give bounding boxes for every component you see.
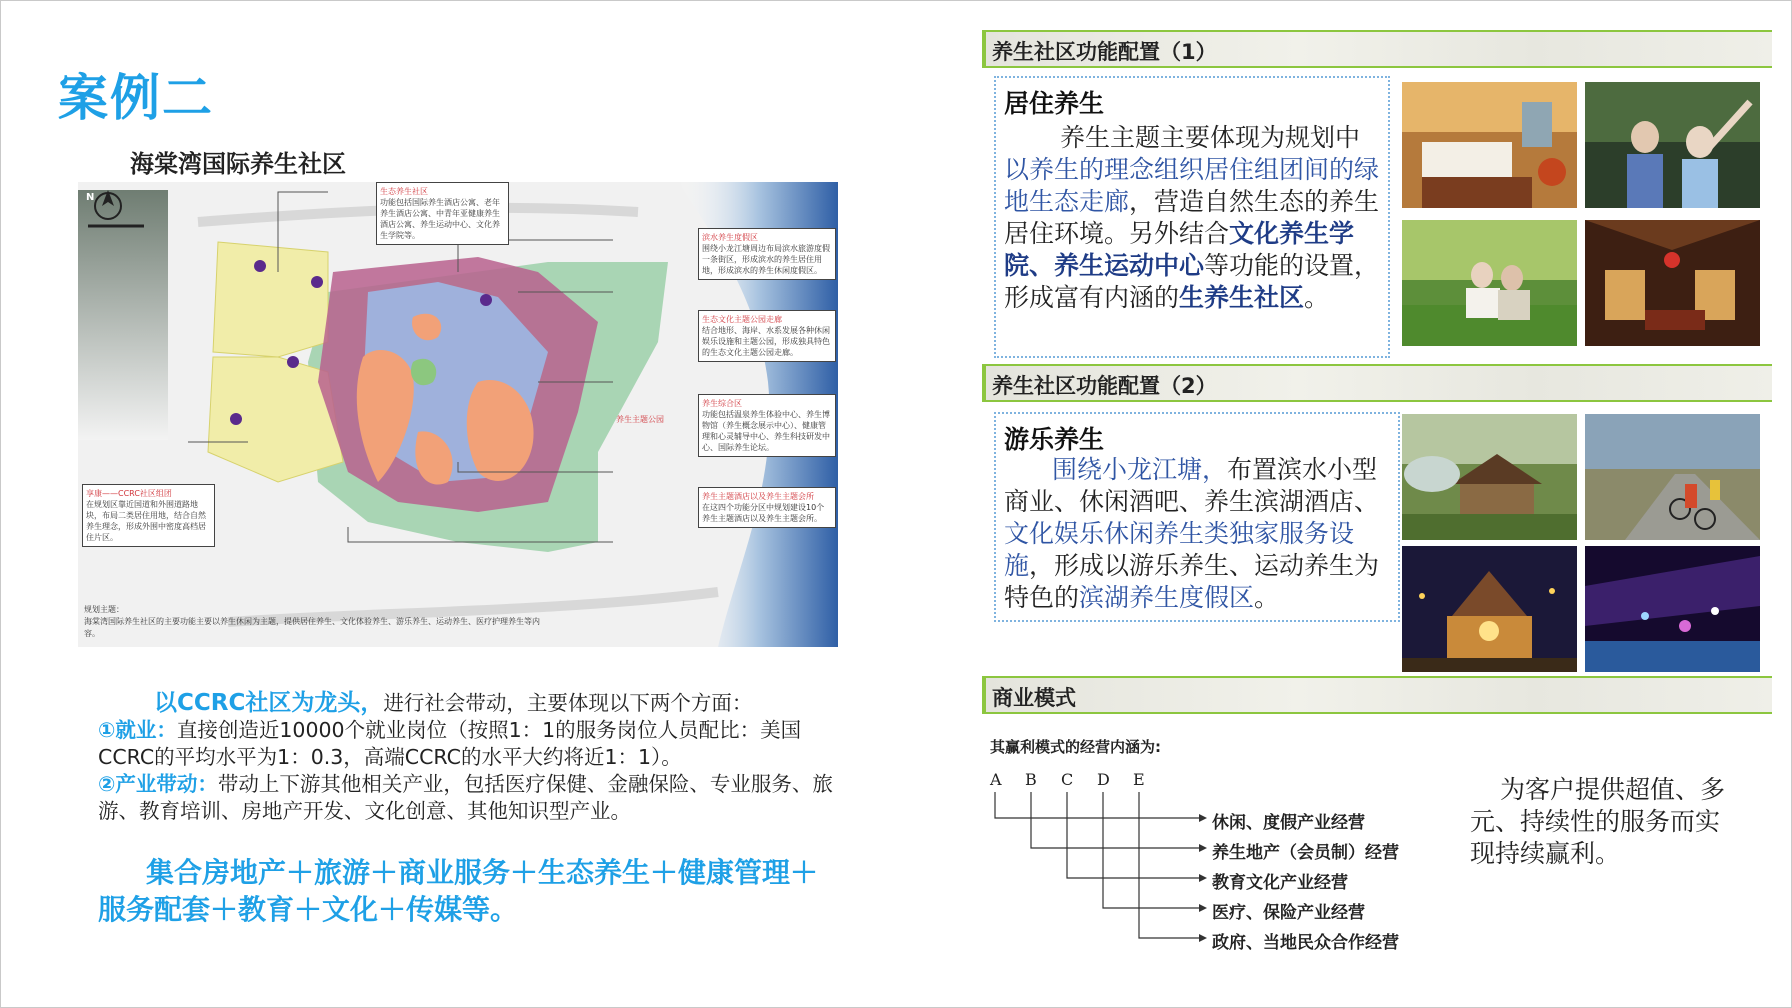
map-note-title: 生态养生社区 bbox=[380, 187, 428, 196]
seniors-exercise-photo bbox=[1585, 82, 1760, 208]
recreation-t6: 。 bbox=[1254, 583, 1280, 612]
section-bar-config-2 bbox=[982, 364, 1772, 402]
letter-e: E bbox=[1133, 770, 1145, 789]
map-note-park-corridor bbox=[698, 310, 836, 362]
planning-map bbox=[78, 182, 838, 647]
business-item-real-estate: 养生地产（会员制）经营 bbox=[1212, 843, 1399, 863]
ccrc-paragraph bbox=[98, 690, 838, 825]
employment-label: ①就业： bbox=[98, 718, 177, 742]
section-bar-title: 养生社区功能配置（1） bbox=[992, 40, 1217, 64]
letter-c: C bbox=[1061, 770, 1074, 789]
section-bar-config-1 bbox=[982, 30, 1772, 68]
map-note-body: 功能包括国际养生酒店公寓、老年养生酒店公寓、中青年亚健康养生酒店公寓、养生运动中心、文化养生学院等。 bbox=[380, 198, 500, 240]
business-item-education: 教育文化产业经营 bbox=[1212, 873, 1348, 893]
recreation-t1: 围绕小龙江塘， bbox=[1052, 455, 1228, 484]
north-label: N bbox=[86, 192, 95, 203]
residential-box bbox=[994, 76, 1390, 358]
map-note-eco bbox=[376, 182, 509, 245]
employment-text: 直接创造近10000个就业岗位（按照1：1的服务岗位人员配比：美国CCRC的平均水平为1：0.3，高端CCRC的水平大约将近1：1）。 bbox=[98, 718, 802, 769]
map-note-waterfront bbox=[698, 228, 836, 280]
map-note-wellness bbox=[698, 394, 836, 457]
industry-text: 带动上下游其他相关产业，包括医疗保健、金融保险、专业服务、旅游、教育培训、房地产开发、文化创意、其他知识型产业。 bbox=[98, 772, 833, 823]
map-note-body: 围绕小龙江塘周边布局滨水旅游度假一条街区，形成滨水的养生居住用地，形成滨水的养生休闲度假区。 bbox=[702, 244, 830, 275]
residential-t6: 生养生社区 bbox=[1179, 283, 1305, 312]
seniors-lawn-photo bbox=[1402, 220, 1577, 346]
map-note-title: 滨水养生度假区 bbox=[702, 233, 758, 242]
recreation-t5: 滨湖养生度假区 bbox=[1079, 583, 1255, 612]
ccrc-lead-rest: 进行社会带动，主要体现以下两个方面： bbox=[383, 691, 753, 715]
map-note-body: 结合地形、海岸、水系发展各种休闲娱乐设施和主题公园，形成独具特色的生态文化主题公园走廊。 bbox=[702, 326, 830, 357]
map-footer bbox=[84, 604, 554, 640]
recreation-t4: ，形成以游乐养生、运动养生为特色的 bbox=[1004, 551, 1380, 612]
map-note-body: 在规划区靠近国道和外围道路地块，布局二类居住用地，结合自然养生理念，形成外围中密度高档居住片区。 bbox=[86, 500, 206, 542]
section-bar-business bbox=[982, 676, 1772, 714]
tree-lines bbox=[985, 790, 1215, 950]
map-note-title: 享康——CCRC社区组团 bbox=[86, 489, 172, 498]
profit-statement-text: 为客户提供超值、多元、持续性的服务而实现持续赢利。 bbox=[1470, 775, 1726, 868]
map-note-body: 在这四个功能分区中规划建设10个养生主题酒店以及养生主题会所。 bbox=[702, 503, 825, 523]
slogan bbox=[98, 854, 818, 928]
map-footer-body: 海棠湾国际养生社区的主要功能主要以养生休闲为主题，提供居住养生、文化体验养生、游乐养生、运动养生、医疗护理养生等内容。 bbox=[84, 617, 540, 638]
business-item-medical: 医疗、保险产业经营 bbox=[1212, 903, 1365, 923]
business-item-leisure: 休闲、度假产业经营 bbox=[1212, 813, 1365, 833]
recreation-box bbox=[994, 412, 1400, 622]
residential-t5: 等功能的设置，形成富有内涵的 bbox=[1004, 251, 1380, 312]
letter-d: D bbox=[1097, 770, 1110, 789]
diagram-title: 其赢利模式的经营内涵为: bbox=[990, 738, 1161, 756]
letter-b: B bbox=[1025, 770, 1037, 789]
map-note-title: 生态文化主题公园走廊 bbox=[702, 315, 782, 324]
residential-text bbox=[1004, 122, 1382, 314]
chinese-interior-photo bbox=[1585, 220, 1760, 346]
business-item-government: 政府、当地民众合作经营 bbox=[1212, 933, 1399, 953]
map-note-body: 功能包括温泉养生体验中心、养生博物馆（养生概念展示中心）、健康管理和心灵辅导中心、养生科技研发中心、国际养生论坛。 bbox=[702, 410, 830, 452]
residential-t1: 养生主题主要体现为规划中 bbox=[1060, 123, 1361, 152]
recreation-text bbox=[1004, 454, 1388, 614]
residential-t4: 文化养生学院、养生运动中心 bbox=[1004, 219, 1355, 280]
hotel-room-photo bbox=[1402, 82, 1577, 208]
map-note-title: 养生综合区 bbox=[702, 399, 742, 408]
ccrc-lead: 以CCRC社区为龙头， bbox=[154, 690, 384, 716]
recreation-heading: 游乐养生 bbox=[1004, 425, 1105, 454]
section-bar-title: 商业模式 bbox=[992, 686, 1076, 710]
letter-a: A bbox=[990, 770, 1002, 789]
garden-greenhouse-photo bbox=[1402, 414, 1577, 540]
slogan-text: 集合房地产＋旅游＋商业服务＋生态养生＋健康管理＋服务配套＋教育＋文化＋传媒等。 bbox=[98, 856, 819, 926]
residential-t7: 。 bbox=[1304, 283, 1330, 312]
map-note-title: 养生主题酒店以及养生主题会所 bbox=[702, 492, 814, 501]
night-castle-photo bbox=[1402, 546, 1577, 672]
residential-t2: 以养生的理念组织居住组团间的绿地生态走廊 bbox=[1004, 155, 1380, 216]
industry-label: ②产业带动： bbox=[98, 772, 218, 796]
map-footer-title: 规划主题： bbox=[84, 605, 124, 614]
map-label-park: 养生主题公园 bbox=[616, 415, 664, 424]
recreation-t2: 布置滨水小型商业、休闲酒吧、养生滨湖酒店、 bbox=[1004, 455, 1380, 516]
residential-heading: 居住养生 bbox=[1004, 89, 1105, 118]
recreation-t3: 文化娱乐休闲养生类独家服务设施 bbox=[1004, 519, 1355, 580]
map-title: 海棠湾国际养生社区 bbox=[130, 150, 346, 178]
cycling-photo bbox=[1585, 414, 1760, 540]
night-show-photo bbox=[1585, 546, 1760, 672]
profit-statement bbox=[1470, 774, 1730, 870]
residential-t3: ，营造自然生态的养生居住环境。另外结合 bbox=[1004, 187, 1380, 248]
map-note-hotels bbox=[698, 487, 836, 528]
map-note-ccrc bbox=[82, 484, 215, 547]
section-bar-title: 养生社区功能配置（2） bbox=[992, 374, 1217, 398]
case-title: 案例二 bbox=[58, 69, 214, 127]
